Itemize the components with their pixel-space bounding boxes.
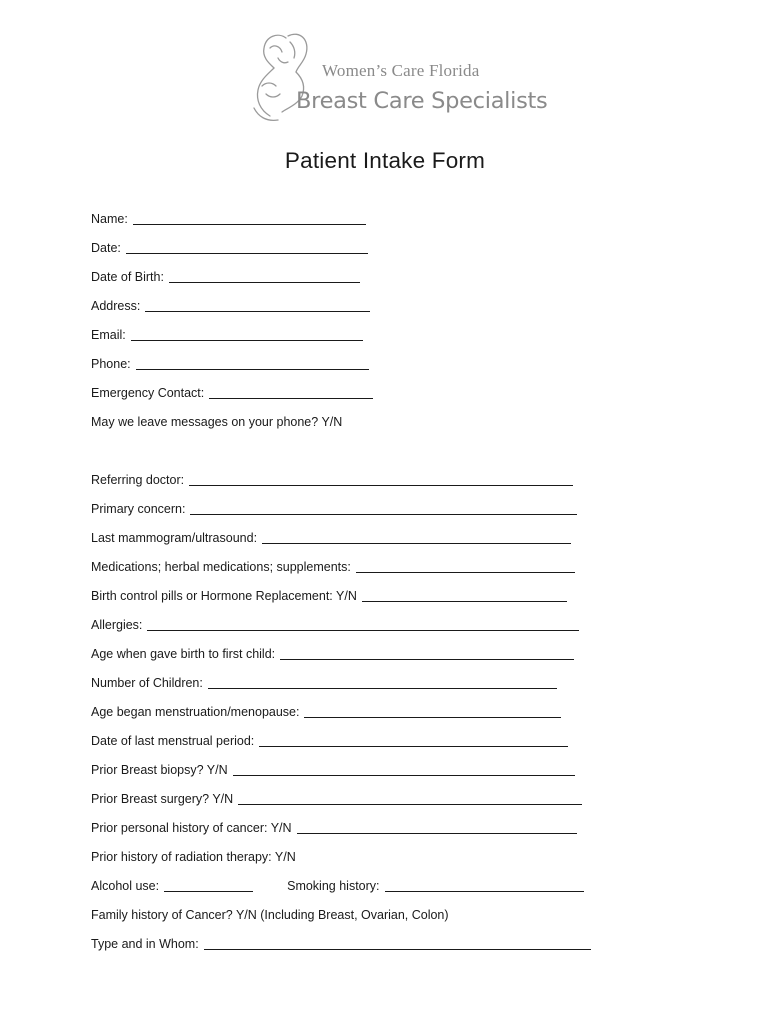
form-row-personal-cancer — [91, 820, 577, 836]
menstruation-field[interactable] — [304, 706, 561, 718]
medications-label: Medications; herbal medications; supplements: — [91, 560, 351, 574]
type-whom-label: Type and in Whom: — [91, 937, 199, 951]
last-period-field[interactable] — [259, 735, 568, 747]
biopsy-label: Prior Breast biopsy? Y/N — [91, 763, 228, 777]
radiation-question: Prior history of radiation therapy: Y/N — [91, 850, 296, 864]
form-row-dob — [91, 269, 360, 285]
email-field[interactable] — [131, 329, 363, 341]
form-row-alcohol-smoking — [91, 878, 584, 894]
form-row-medications — [91, 559, 575, 575]
form-row-birth-control — [91, 588, 567, 604]
form-row-menstruation — [91, 704, 561, 720]
logo-org-name: Women’s Care Florida — [322, 61, 480, 80]
name-field[interactable] — [133, 213, 366, 225]
form-row-name — [91, 211, 366, 227]
email-label: Email: — [91, 328, 126, 342]
form-row-family-cancer — [91, 907, 449, 923]
form-row-radiation — [91, 849, 296, 865]
allergies-label: Allergies: — [91, 618, 143, 632]
form-row-messages — [91, 414, 342, 430]
age-first-child-field[interactable] — [280, 648, 574, 660]
birth-control-field[interactable] — [362, 590, 567, 602]
date-label: Date: — [91, 241, 121, 255]
concern-field[interactable] — [190, 503, 577, 515]
family-cancer-question: Family history of Cancer? Y/N (Including Breast, Ovarian, Colon) — [91, 908, 449, 922]
type-whom-field[interactable] — [204, 938, 591, 950]
surgery-field[interactable] — [238, 793, 582, 805]
form-row-surgery — [91, 791, 582, 807]
concern-label: Primary concern: — [91, 502, 186, 516]
address-label: Address: — [91, 299, 141, 313]
form-row-email — [91, 327, 363, 343]
name-label: Name: — [91, 212, 128, 226]
form-row-date — [91, 240, 368, 256]
dob-label: Date of Birth: — [91, 270, 164, 284]
form-row-biopsy — [91, 762, 575, 778]
smoking-field[interactable] — [385, 880, 584, 892]
form-row-concern — [91, 501, 577, 517]
num-children-label: Number of Children: — [91, 676, 203, 690]
form-row-last-period — [91, 733, 568, 749]
logo-practice-name: Breast Care Specialists — [296, 88, 548, 114]
form-row-referring — [91, 472, 573, 488]
phone-field[interactable] — [136, 358, 369, 370]
form-row-phone — [91, 356, 369, 372]
form-row-allergies — [91, 617, 579, 633]
alcohol-field[interactable] — [164, 880, 253, 892]
medications-field[interactable] — [356, 561, 575, 573]
referring-label: Referring doctor: — [91, 473, 185, 487]
surgery-label: Prior Breast surgery? Y/N — [91, 792, 234, 806]
num-children-field[interactable] — [208, 677, 557, 689]
logo — [248, 28, 548, 124]
emergency-label: Emergency Contact: — [91, 386, 205, 400]
page-title: Patient Intake Form — [284, 148, 486, 173]
menstruation-label: Age began menstruation/menopause: — [91, 705, 300, 719]
form-row-age-first-child — [91, 646, 574, 662]
emergency-field[interactable] — [209, 387, 373, 399]
phone-label: Phone: — [91, 357, 131, 371]
alcohol-label: Alcohol use: — [91, 879, 160, 893]
mammogram-field[interactable] — [262, 532, 571, 544]
referring-field[interactable] — [189, 474, 573, 486]
form-row-address — [91, 298, 370, 314]
personal-cancer-field[interactable] — [297, 822, 577, 834]
date-field[interactable] — [126, 242, 368, 254]
address-field[interactable] — [145, 300, 370, 312]
birth-control-label: Birth control pills or Hormone Replacement: Y/N — [91, 589, 357, 603]
form-row-emergency — [91, 385, 373, 401]
personal-cancer-label: Prior personal history of cancer: Y/N — [91, 821, 292, 835]
age-first-child-label: Age when gave birth to first child: — [91, 647, 276, 661]
biopsy-field[interactable] — [233, 764, 575, 776]
messages-question: May we leave messages on your phone? Y/N — [91, 415, 343, 429]
form-row-type-whom — [91, 936, 591, 952]
form-row-mammogram — [91, 530, 571, 546]
dob-field[interactable] — [169, 271, 360, 283]
form-row-num-children — [91, 675, 557, 691]
last-period-label: Date of last menstrual period: — [91, 734, 255, 748]
smoking-label: Smoking history: — [287, 879, 380, 893]
mammogram-label: Last mammogram/ultrasound: — [91, 531, 258, 545]
allergies-field[interactable] — [147, 619, 579, 631]
